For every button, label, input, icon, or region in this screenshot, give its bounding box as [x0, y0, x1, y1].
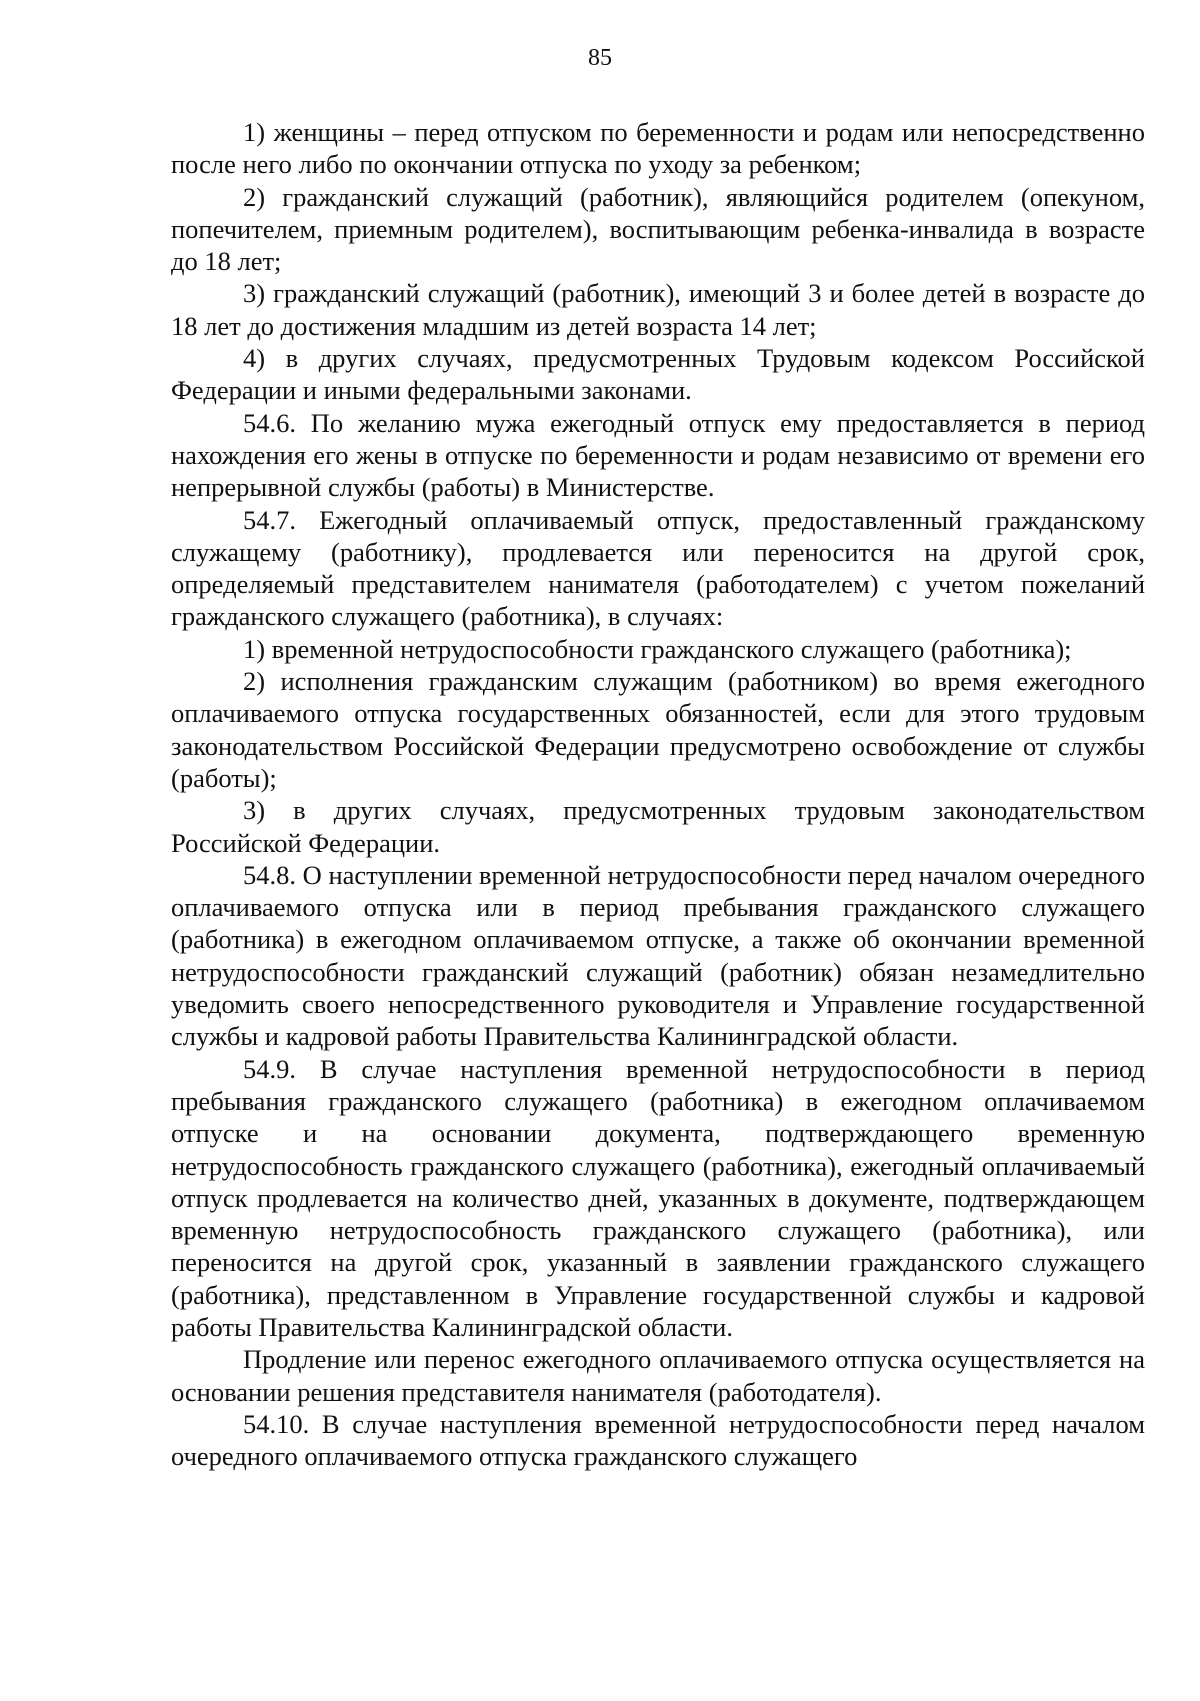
clause-54-7-item-3: 3) в других случаях, предусмотренных трудовым законодательством Российской Федерации. — [171, 795, 1145, 858]
paragraph-item-3-three-children: 3) гражданский служащий (работник), имеющий 3 и более детей в возрасте до 18 лет до достижения младшим из детей возраста 14 лет; — [171, 278, 1145, 341]
paragraph-item-4-other-cases: 4) в других случаях, предусмотренных Трудовым кодексом Российской Федерации и иными федеральными законами. — [171, 343, 1145, 406]
clause-54-8: 54.8. О наступлении временной нетрудоспособности перед началом очередного оплачиваемого отпуска или в период пребывания гражданского служащего (работника) в ежегодном оплачиваемом отпуске, а также об окончании временной нетрудоспособности гражданский служащий (работник) обязан незамедлительно уведомить своего непосредственного руководителя и Управление государственной службы и кадровой работы Правительства Калининградской области. — [171, 859, 1145, 1052]
clause-54-7-item-2: 2) исполнения гражданским служащим (работником) во время ежегодного оплачиваемого отпуска государственных обязанностей, если для этого трудовым законодательством Российской Федерации предусмотрено освобождение от службы (работы); — [171, 666, 1145, 793]
clause-54-7: 54.7. Ежегодный оплачиваемый отпуск, предоставленный гражданскому служащему (работнику), продлевается или переносится на другой срок, определяемый представителем нанимателя (работодателем) с учетом пожеланий гражданского служащего (работника), в случаях: — [171, 504, 1145, 632]
paragraph-item-2-disabled-child: 2) гражданский служащий (работник), являющийся родителем (опекуном, попечителем, приемным родителем), воспитывающим ребенка-инвалида в возрасте до 18 лет; — [171, 181, 1145, 277]
clause-54-9: 54.9. В случае наступления временной нетрудоспособности в период пребывания гражданского служащего (работника) в ежегодном оплачиваемом отпуске и на основании документа, подтверждающего временную нетрудоспособность гражданского служащего (работника), ежегодный оплачиваемый отпуск продлевается на количество дней, указанных в документе, подтверждающем временную нетрудоспособность гражданского служащего (работника), или переносится на другой срок, указанный в заявлении гражданского служащего (работника), представленном в Управление государственной службы и кадровой работы Правительства Калининградской области. — [171, 1053, 1145, 1342]
clause-54-6: 54.6. По желанию мужа ежегодный отпуск ему предоставляется в период нахождения его жены в отпуске по беременности и родам независимо от времени его непрерывной службы (работы) в Министерстве. — [171, 407, 1145, 503]
page-number: 85 — [588, 45, 612, 71]
paragraph-item-1-women: 1) женщины – перед отпуском по беременности и родам или непосредственно после него либо по окончании отпуска по уходу за ребенком; — [171, 117, 1145, 180]
clause-54-7-item-1: 1) временной нетрудоспособности гражданского служащего (работника); — [243, 633, 1072, 664]
document-body — [171, 116, 1145, 1472]
clause-54-9-extension-basis: Продление или перенос ежегодного оплачиваемого отпуска осуществляется на основании решения представителя нанимателя (работодателя). — [171, 1344, 1145, 1407]
clause-54-10: 54.10. В случае наступления временной нетрудоспособности перед началом очередного оплачиваемого отпуска гражданского служащего — [171, 1408, 1145, 1472]
